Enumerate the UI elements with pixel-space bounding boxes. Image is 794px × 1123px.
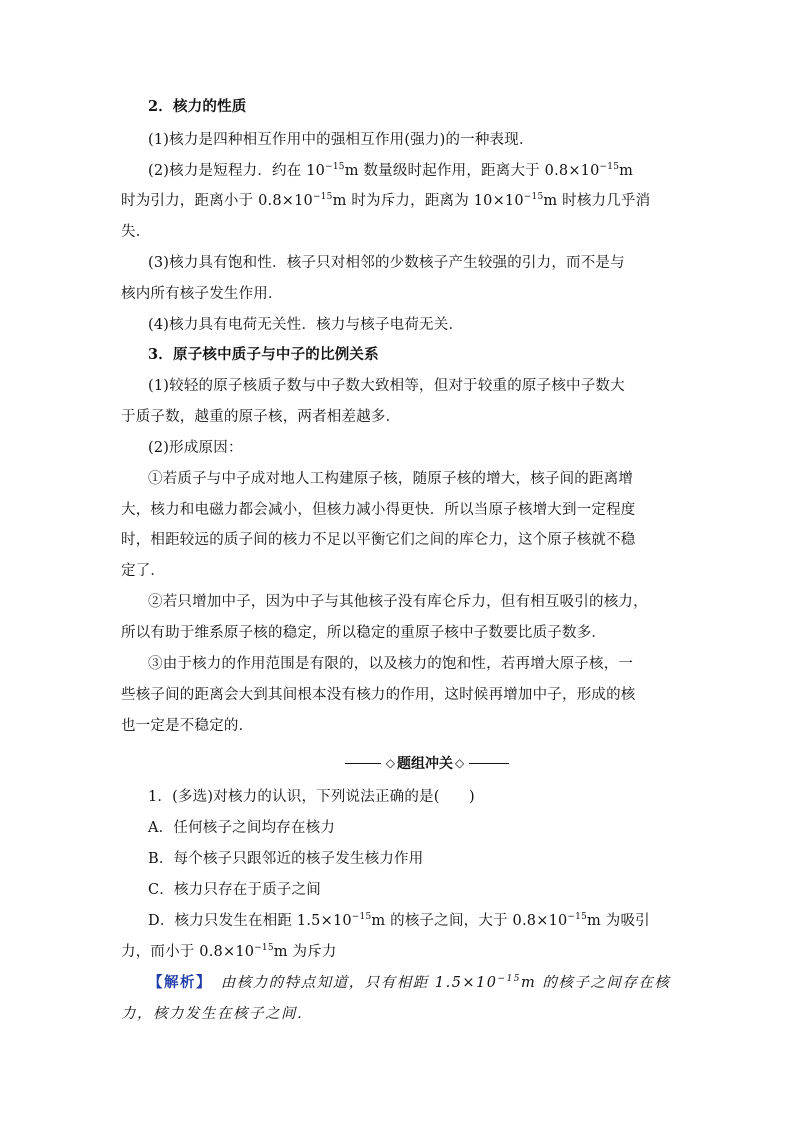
- paragraph-2-2-line-3: 失．: [121, 224, 151, 240]
- text-fragment: m 数量级时起作用，距离大于 0.8×10: [344, 163, 600, 179]
- exponent: −15: [497, 974, 522, 984]
- text-fragment: m 的核子之间存在核: [521, 975, 671, 991]
- text-fragment: D．核力只发生在相距 1.5×10: [148, 913, 352, 929]
- diamond-icon: ◇: [455, 756, 465, 770]
- text-fragment: m 为吸引: [587, 913, 650, 929]
- analysis-line-2: 力，核力发生在核子之间．: [121, 1006, 313, 1022]
- diamond-icon: ◇: [385, 756, 395, 770]
- cause-1-line-3: 时，相距较远的质子间的核力不足以平衡它们之间的库仑力，这个原子核就不稳: [121, 532, 636, 548]
- option-d-line-2: [121, 942, 681, 962]
- paragraph-2-2-line-2: [121, 191, 681, 211]
- paragraph-3-2: (2)形成原因：: [148, 440, 243, 456]
- exponent: −15: [599, 162, 620, 172]
- option-d-line-1: [148, 911, 681, 931]
- cause-3-line-3: 也一定是不稳定的．: [121, 718, 254, 734]
- section-2-heading: 2．核力的性质: [148, 98, 247, 115]
- text-fragment: 力，而小于 0.8×10: [121, 944, 255, 960]
- paragraph-2-3-line-2: 核内所有核子发生作用．: [121, 286, 283, 302]
- section-3-heading: 3．原子核中质子与中子的比例关系: [148, 346, 379, 363]
- paragraph-2-2-line-1: [148, 161, 681, 181]
- text-fragment: m 时为斥力，距离为 10×10: [332, 193, 524, 209]
- cause-1-line-2: 大，核力和电磁力都会减小，但核力减小得更快．所以当原子核增大到一定程度: [121, 502, 636, 518]
- divider-rule-right: [469, 763, 509, 764]
- paragraph-3-1-line-2: 于质子数，越重的原子核，两者相差越多．: [121, 409, 401, 425]
- text-fragment: 时为引力，距离小于 0.8×10: [121, 193, 313, 209]
- exponent: −15: [325, 162, 345, 172]
- question-stem: 1．(多选)对核力的认识，下列说法正确的是( ): [148, 789, 475, 805]
- text-fragment: m 为斥力: [273, 944, 337, 960]
- text-fragment: m 的核子之间，大于 0.8×10: [371, 913, 568, 929]
- cause-2-line-1: ②若只增加中子，因为中子与其他核子没有库仑斥力，但有相互吸引的核力，: [148, 594, 648, 610]
- analysis-line-1: [148, 973, 681, 993]
- exponent: −15: [567, 912, 588, 922]
- cause-1-line-1: ①若质子与中子成对地人工构建原子核，随原子核的增大，核子间的距离增: [148, 471, 634, 487]
- text-fragment: (2)核力是短程力．约在 10: [148, 163, 326, 179]
- text-fragment: m 时核力几乎消: [543, 193, 651, 209]
- cause-3-line-1: ③由于核力的作用范围是有限的，以及核力的饱和性，若再增大原子核，一: [148, 656, 634, 672]
- text-fragment: m: [619, 163, 634, 179]
- paragraph-2-4: (4)核力具有电荷无关性．核力与核子电荷无关．: [148, 317, 464, 333]
- paragraph-2-1: (1)核力是四种相互作用中的强相互作用(强力)的一种表现．: [148, 132, 534, 148]
- text-fragment: 由核力的特点知道，只有相距 1.5×10: [204, 975, 498, 991]
- cause-1-line-4: 定了．: [121, 563, 166, 579]
- paragraph-3-1-line-1: (1)较轻的原子核质子数与中子数大致相等，但对于较重的原子核中子数大: [148, 378, 625, 394]
- exponent: −15: [351, 912, 372, 922]
- paragraph-2-3-line-1: (3)核力具有饱和性．核子只对相邻的少数核子产生较强的引力，而不是与: [148, 255, 625, 271]
- exponent: −15: [523, 192, 544, 202]
- option-c: C．核力只存在于质子之间: [148, 882, 321, 898]
- section-divider: [332, 753, 522, 773]
- cause-2-line-2: 所以有助于维系原子核的稳定，所以稳定的重原子核中子数要比质子数多．: [121, 625, 607, 641]
- divider-rule-left: [345, 763, 381, 764]
- option-a: A．任何核子之间均存在核力: [148, 820, 336, 836]
- exponent: −15: [312, 192, 333, 202]
- exponent: −15: [254, 943, 274, 953]
- analysis-tag: 【解析】: [148, 974, 205, 991]
- cause-3-line-2: 些核子间的距离会大到其间根本没有核力的作用，这时候再增加中子，形成的核: [121, 687, 636, 703]
- option-b: B．每个核子只跟邻近的核子发生核力作用: [148, 851, 424, 867]
- divider-title: 题组冲关: [397, 756, 453, 772]
